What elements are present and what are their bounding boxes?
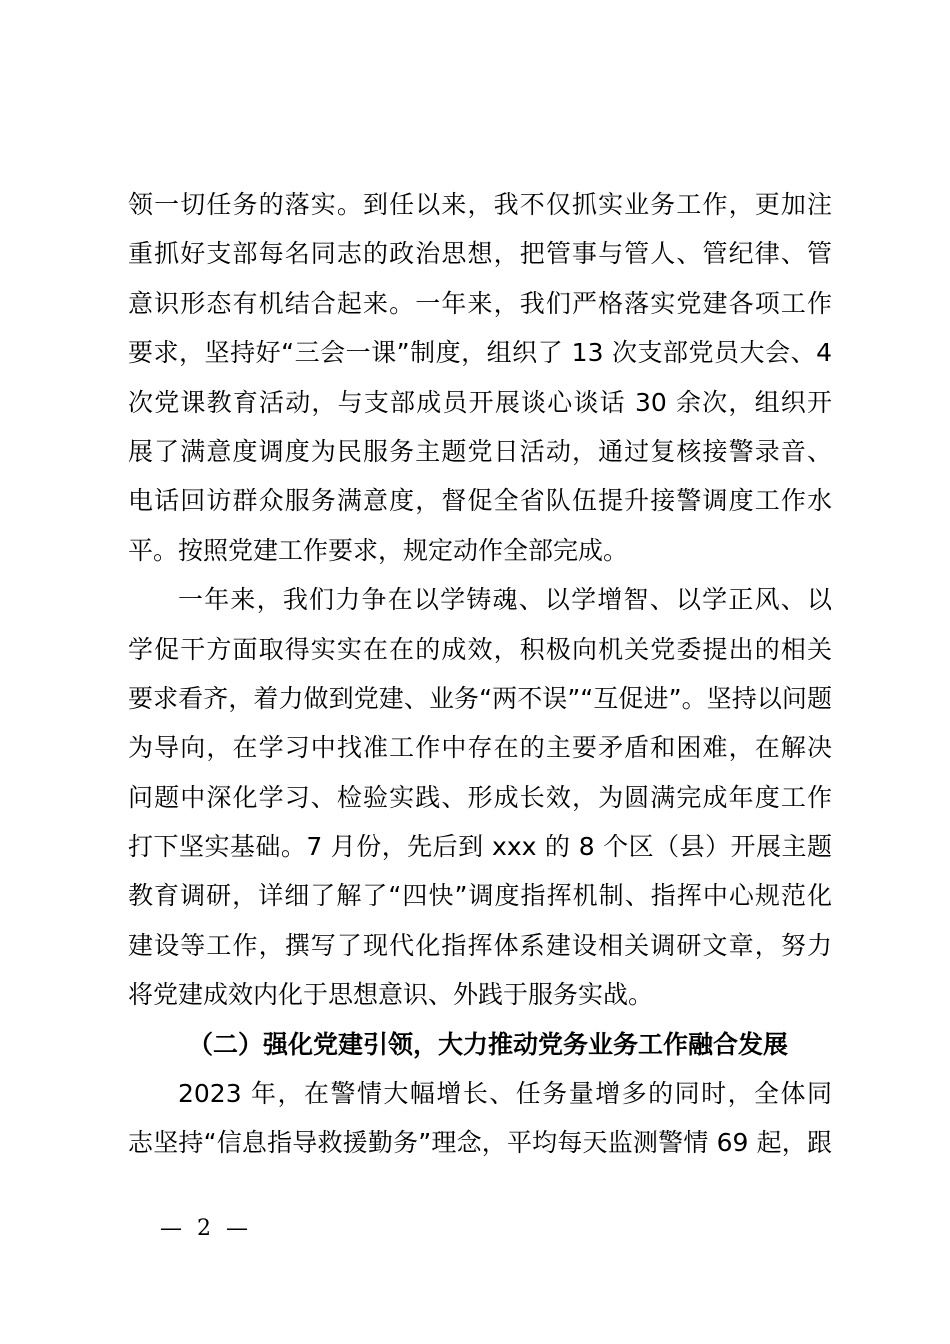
- text-line: 次党课教育活动，与支部成员开展谈心谈话 30 余次，组织开: [128, 387, 832, 417]
- text-line: 教育调研，详细了解了“四快”调度指挥机制、指挥中心规范化: [128, 881, 832, 911]
- paragraph: [128, 180, 832, 575]
- text-line: 一年来，我们力争在以学铸魂、以学增智、以学正风、以: [178, 585, 832, 615]
- text-line: 意识形态有机结合起来。一年来，我们严格落实党建各项工作: [128, 288, 832, 318]
- text-line: 问题中深化学习、检验实践、形成长效，为圆满完成年度工作: [128, 782, 832, 812]
- document-body: [128, 180, 832, 1168]
- text-line: 为导向，在学习中找准工作中存在的主要矛盾和困难，在解决: [128, 733, 832, 763]
- text-line: 领一切任务的落实。到任以来，我不仅抓实业务工作，更加注: [128, 190, 832, 219]
- text-line: 要求，坚持好“三会一课”制度，组织了 13 次支部党员大会、4: [128, 338, 832, 368]
- section-heading: （二）强化党建引领，大力推动党务业务工作融合发展: [188, 1029, 789, 1059]
- text-line: 将党建成效内化于思想意识、外践于服务实战。: [128, 980, 654, 1010]
- page-number: — 2 —: [160, 1216, 252, 1241]
- text-line: 要求看齐，着力做到党建、业务“两不误”“互促进”。坚持以问题: [128, 683, 832, 713]
- text-line: 2023 年，在警情大幅增长、任务量增多的同时，全体同: [178, 1079, 832, 1109]
- text-line: 志坚持“信息指导救援勤务”理念，平均每天监测警情 69 起，跟: [128, 1128, 832, 1158]
- text-line: 重抓好支部每名同志的政治思想，把管事与管人、管纪律、管: [128, 239, 832, 269]
- paragraph: [128, 1069, 832, 1168]
- text-line: 平。按照党建工作要求，规定动作全部完成。: [128, 535, 629, 565]
- text-line: 展了满意度调度为民服务主题党日活动，通过复核接警录音、: [128, 436, 832, 466]
- text-line: 打下坚实基础。7 月份，先后到 xxx 的 8 个区（县）开展主题: [128, 832, 832, 862]
- text-line: 建设等工作，撰写了现代化指挥体系建设相关调研文章，努力: [128, 930, 832, 960]
- text-line: 学促干方面取得实实在在的成效，积极向机关党委提出的相关: [128, 634, 832, 664]
- paragraph: [128, 575, 832, 1020]
- text-line: 电话回访群众服务满意度，督促全省队伍提升接警调度工作水: [128, 486, 832, 516]
